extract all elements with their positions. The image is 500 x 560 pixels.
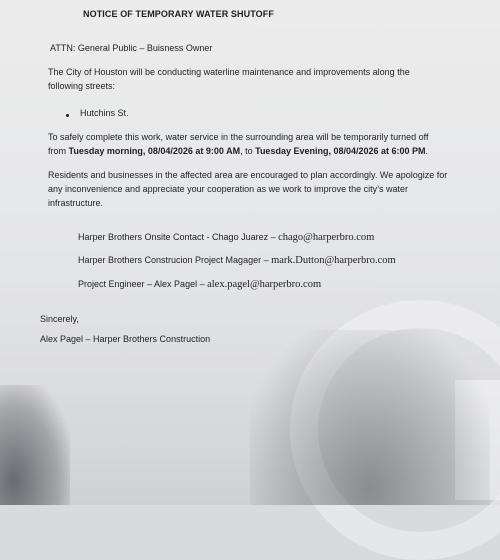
contact-line <box>78 277 321 292</box>
contact-line <box>78 253 396 268</box>
closing-salutation: Sincerely, <box>40 314 79 324</box>
advice-line: infrastructure. <box>48 198 104 208</box>
contact-line <box>78 230 374 245</box>
schedule-line <box>48 144 428 159</box>
schedule-line: To safely complete this work, water service in the surrounding area will be temporarily turned off <box>48 132 429 142</box>
street-item: Hutchins St. <box>80 108 129 118</box>
contact-email: mark.Dutton@harperbro.com <box>271 255 396 266</box>
photo-shadow <box>0 385 70 505</box>
intro-line: The City of Houston will be conducting waterline maintenance and improvements along the <box>48 67 410 77</box>
attn-line: ATTN: General Public – Buisness Owner <box>50 43 213 53</box>
schedule-to: , to <box>240 146 256 156</box>
contact-email: alex.pagel@harperbro.com <box>207 279 322 290</box>
schedule-from: from <box>48 146 69 156</box>
schedule-start: Tuesday morning, 08/04/2026 at 9:00 AM <box>68 146 241 156</box>
closing-signature: Alex Pagel – Harper Brothers Construction <box>40 334 211 344</box>
intro-line: following streets: <box>48 81 116 91</box>
advice-line: any inconvenience and appreciate your cooperation as we work to improve the city’s water <box>48 184 409 194</box>
bullet-icon <box>66 114 69 117</box>
advice-line: Residents and businesses in the affected area are encouraged to plan accordingly. We apologize for <box>48 170 448 180</box>
contact-label: Harper Brothers Construcion Project Magager – <box>78 255 272 265</box>
schedule-end: Tuesday Evening, 08/04/2026 at 6:00 PM <box>255 146 426 156</box>
schedule-period: . <box>425 146 429 156</box>
contact-label: Harper Brothers Onsite Contact - Chago Juarez – <box>78 232 279 242</box>
photo-shadow <box>250 330 490 505</box>
contact-email: chago@harperbro.com <box>278 232 375 243</box>
notice-title: NOTICE OF TEMPORARY WATER SHUTOFF <box>83 9 274 19</box>
contact-label: Project Engineer – Alex Pagel – <box>78 279 208 289</box>
